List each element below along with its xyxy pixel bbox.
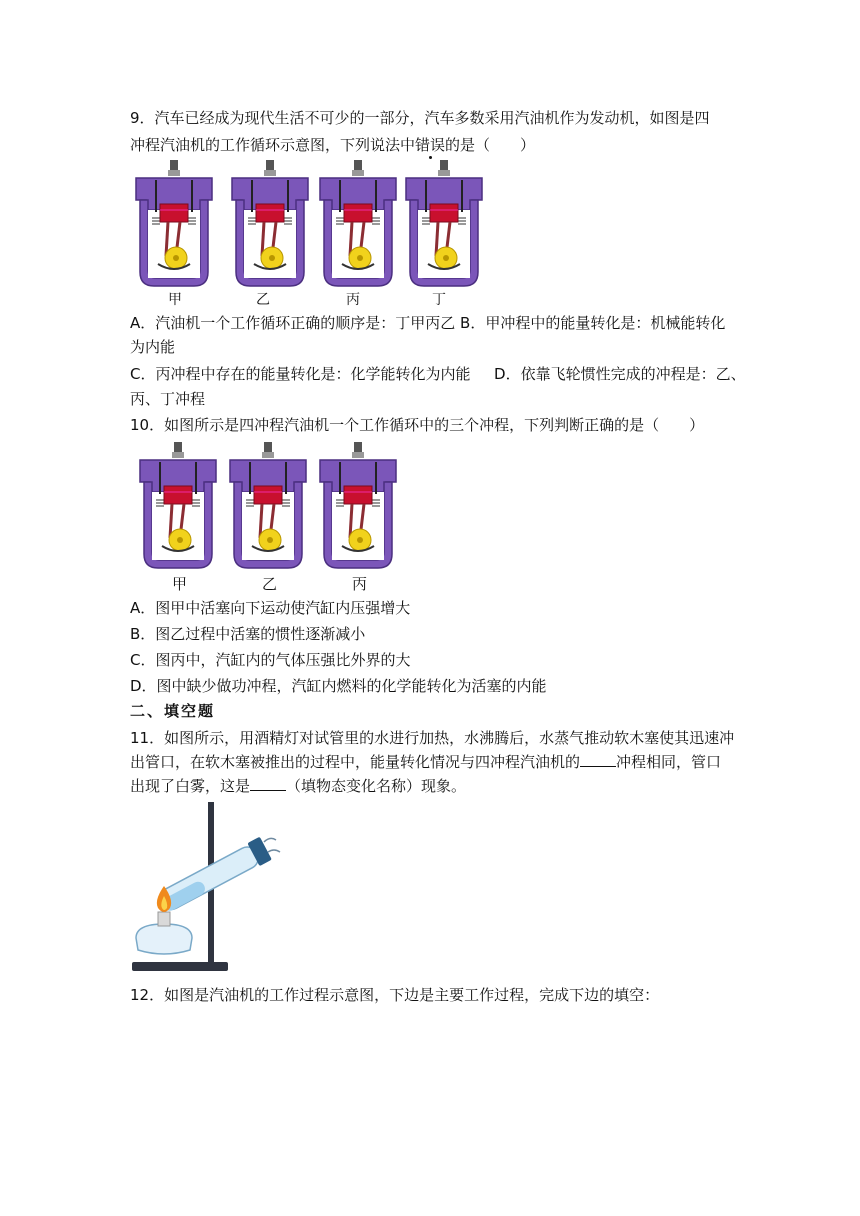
q11-blank-2[interactable] [250, 777, 286, 791]
q9-stem-line2-a: 冲程汽油机的工作循环示意图，下列说法中 [130, 136, 416, 154]
q9-stem-line2 [130, 135, 535, 155]
q10-stem: 10．如图所示是四冲程汽油机一个工作循环中的三个冲程，下列判断正确的是（ ） [130, 416, 705, 434]
q11-line2-a: 出管口，在软木塞被推出的过程中，能量转化情况与四冲程汽油机的 [130, 753, 581, 771]
q11-stem-line1: 11．如图所示，用酒精灯对试管里的水进行加热，水沸腾后，水蒸气推动软木塞使其迅速冲 [130, 729, 735, 747]
q11-stem-line3 [130, 776, 466, 796]
engine-diagram-bing [314, 160, 402, 292]
q11-blank-1[interactable] [580, 753, 616, 767]
q11-stem-line2 [130, 752, 721, 772]
q10-option-b: B．图乙过程中活塞的惯性逐渐减小 [130, 625, 366, 643]
engine-diagram-q10-bing [314, 442, 402, 574]
q11-line3-a: 出现了白雾，这是 [130, 777, 251, 795]
engine-label-ding: 丁 [432, 292, 446, 308]
engine-diagram-q10-yi [224, 442, 312, 574]
q9-option-c: C．丙冲程中存在的能量转化是：化学能转化为内能 [130, 365, 471, 383]
q10-option-a: A．图甲中活塞向下运动使汽缸内压强增大 [130, 599, 411, 617]
q10-option-d: D．图中缺少做功冲程，汽缸内燃料的化学能转化为活塞的内能 [130, 677, 547, 695]
engine-diagram-q10-jia [134, 442, 222, 574]
engine-label-q10-jia: 甲 [172, 575, 188, 593]
engine-diagram-ding [400, 160, 488, 292]
alcohol-lamp-test-tube-illustration [128, 800, 288, 976]
engine-diagram-jia [130, 160, 218, 292]
q9-option-d-cont: 丙、丁冲程 [130, 390, 206, 408]
engine-label-jia: 甲 [168, 292, 182, 308]
q11-line2-b: 冲程相同，管口 [616, 753, 722, 771]
q9-option-d: D．依靠飞轮惯性完成的冲程是：乙、 [494, 365, 746, 383]
engine-label-yi: 乙 [256, 292, 270, 308]
q9-option-a: A．汽油机一个工作循环正确的顺序是：丁甲丙乙 [130, 314, 456, 332]
q12-stem: 12．如图是汽油机的工作过程示意图，下边是主要工作过程，完成下边的填空： [130, 986, 660, 1004]
q11-line3-b: （填物态变化名称）现象。 [286, 777, 467, 795]
q9-stem-line1: 9．汽车已经成为现代生活不可少的一部分，汽车多数采用汽油机作为发动机，如图是四 [130, 109, 710, 127]
q9-stem-line2-b: 的是（ ） [445, 136, 536, 154]
q9-option-b: B．甲冲程中的能量转化是：机械能转化 [460, 314, 726, 332]
q9-options-ab [130, 313, 725, 333]
engine-label-bing: 丙 [346, 292, 360, 308]
q10-option-c: C．图丙中，汽缸内的气体压强比外界的大 [130, 651, 411, 669]
q9-option-b-cont: 为内能 [130, 338, 176, 356]
engine-diagram-yi [226, 160, 314, 292]
q9-emphasis-word: 错误 [415, 136, 446, 154]
engine-label-q10-yi: 乙 [262, 575, 278, 593]
section-title-fill-in: 二、填空题 [130, 702, 216, 720]
q9-options-cd [130, 364, 746, 384]
engine-label-q10-bing: 丙 [352, 575, 368, 593]
